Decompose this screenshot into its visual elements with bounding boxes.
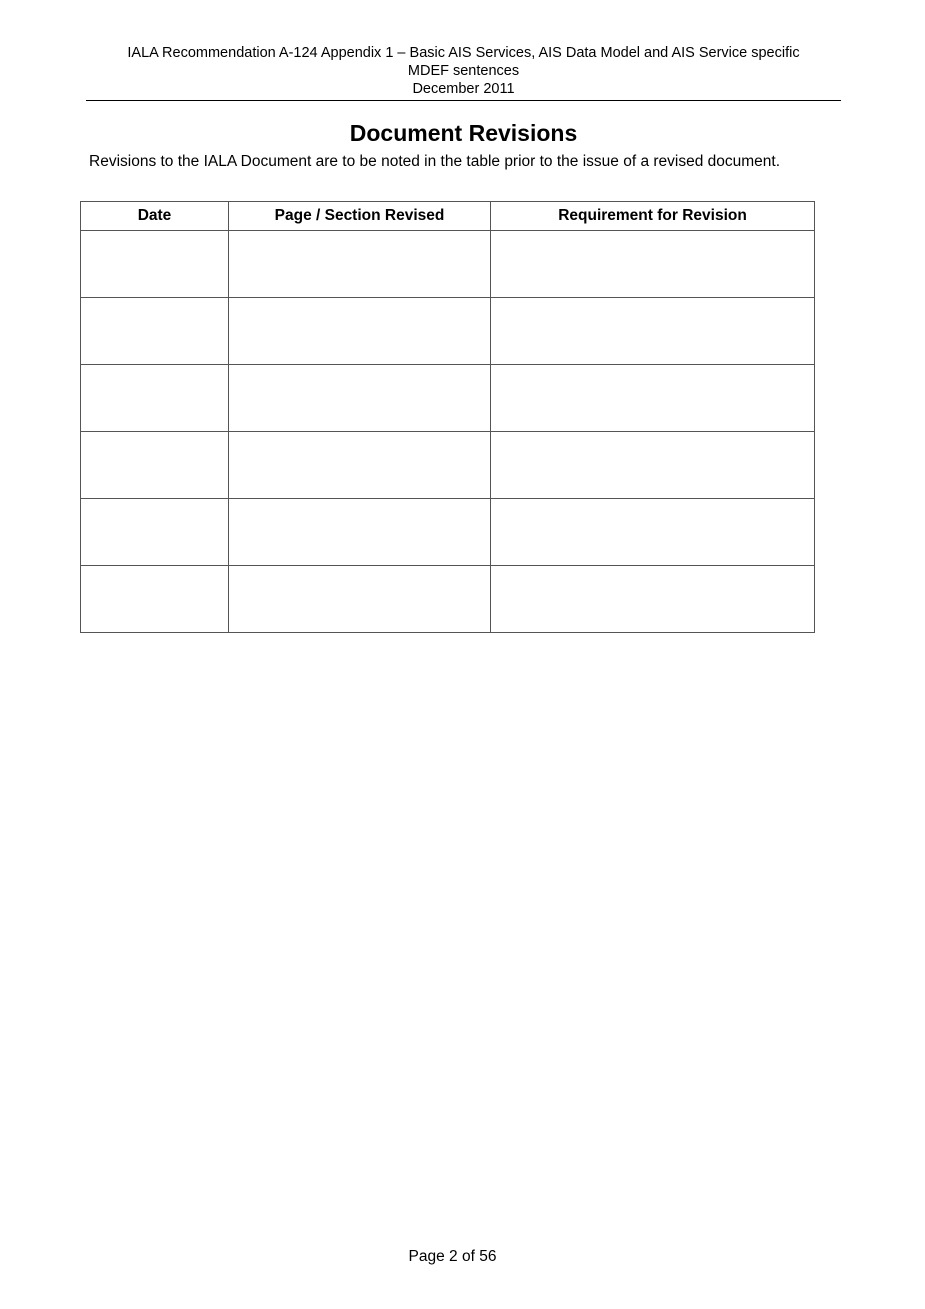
table-row: [81, 566, 815, 633]
page-section-cell: [229, 432, 491, 499]
requirement-cell: [491, 231, 815, 298]
page-section-cell: [229, 499, 491, 566]
table-row: [81, 432, 815, 499]
table-row: [81, 499, 815, 566]
table-header-row: [81, 202, 815, 231]
requirement-cell: [491, 566, 815, 633]
column-header-page-section: Page / Section Revised: [229, 202, 491, 231]
requirement-cell: [491, 298, 815, 365]
page-number: Page 2 of 56: [408, 1248, 497, 1265]
table-row: [81, 298, 815, 365]
date-cell: [81, 231, 229, 298]
page-section-cell: [229, 365, 491, 432]
header-line-2: MDEF sentences: [407, 63, 520, 79]
intro-paragraph: Revisions to the IALA Document are to be noted in the table prior to the issue of a revised document.: [89, 153, 781, 170]
requirement-cell: [491, 499, 815, 566]
requirement-cell: [491, 365, 815, 432]
column-header-date: Date: [81, 202, 229, 231]
date-cell: [81, 499, 229, 566]
date-cell: [81, 365, 229, 432]
table-row: [81, 231, 815, 298]
requirement-cell: [491, 432, 815, 499]
date-cell: [81, 298, 229, 365]
date-cell: [81, 566, 229, 633]
header-line-3: December 2011: [412, 81, 515, 97]
page-header: [86, 44, 841, 98]
column-header-requirement: Requirement for Revision: [491, 202, 815, 231]
date-cell: [81, 432, 229, 499]
header-divider: [86, 100, 841, 101]
table-row: [81, 365, 815, 432]
page-section-cell: [229, 566, 491, 633]
page-section-cell: [229, 231, 491, 298]
header-line-1: IALA Recommendation A-124 Appendix 1 – Basic AIS Services, AIS Data Model and AIS Service specific: [127, 45, 800, 61]
page-section-cell: [229, 298, 491, 365]
revisions-table: [80, 201, 815, 633]
page-title: Document Revisions: [349, 120, 578, 146]
